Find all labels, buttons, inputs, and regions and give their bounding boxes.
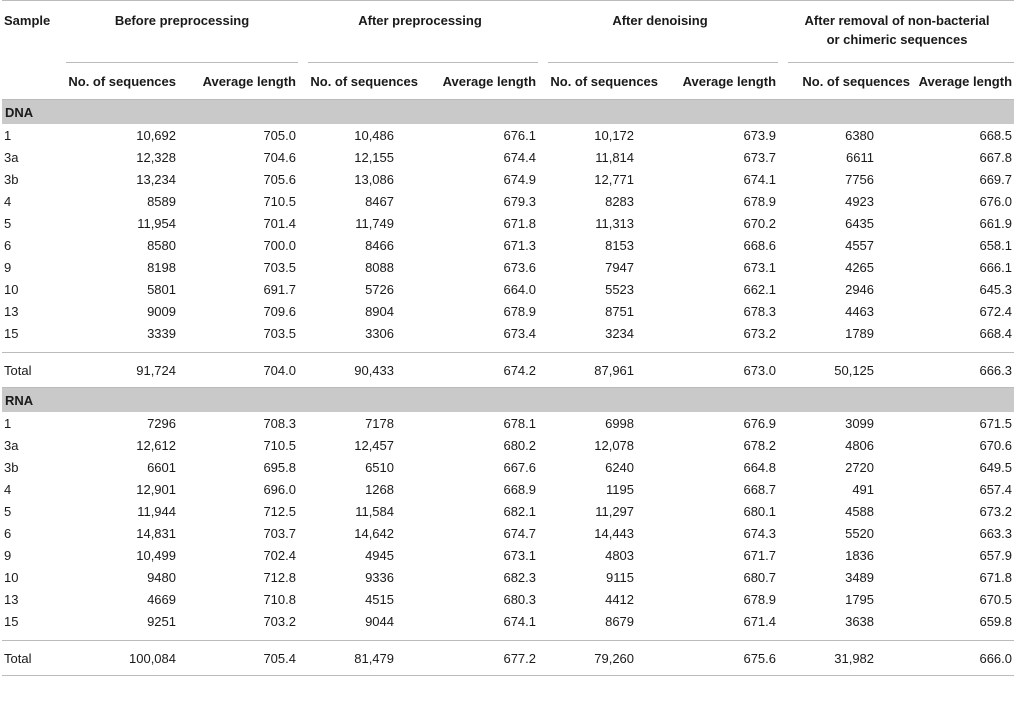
- total-value-cell: 677.2: [422, 641, 540, 676]
- value-cell: 7296: [147, 415, 176, 431]
- value-cell: 664.0: [503, 281, 537, 297]
- value-cell: 667.6: [503, 459, 537, 475]
- total-value-cell: 31,982: [780, 641, 914, 676]
- value-cell: 2720: [845, 459, 875, 475]
- blank-header: [2, 63, 64, 100]
- value-cell: 10,486: [354, 127, 394, 143]
- value-cell: 11,584: [355, 503, 394, 519]
- total-value-cell: 674.2: [422, 353, 540, 388]
- table-row: [2, 412, 1014, 434]
- sample-cell: 6: [4, 525, 12, 541]
- value-cell: 695.8: [263, 459, 296, 475]
- table-row: [2, 478, 1014, 500]
- value-cell: 664.8: [743, 459, 777, 475]
- value-cell: 670.6: [979, 437, 1013, 453]
- value-cell: 12,901: [136, 481, 176, 497]
- group-header-label: After preprocessing: [358, 13, 482, 28]
- value-cell: 712.8: [263, 569, 296, 585]
- value-cell: 704.6: [263, 149, 296, 165]
- value-cell: 1268: [365, 481, 394, 497]
- value-cell: 666.1: [979, 259, 1013, 275]
- total-label: Total: [2, 353, 64, 388]
- group-header-after-denoising: [540, 1, 780, 64]
- value-cell: 673.6: [503, 259, 537, 275]
- value-cell: 705.0: [263, 127, 296, 143]
- table-row: [2, 256, 1014, 278]
- value-cell: 673.1: [743, 259, 777, 275]
- section-header-row: [2, 100, 1014, 125]
- value-cell: 3099: [845, 415, 875, 431]
- table-row: [2, 544, 1014, 566]
- value-cell: 4945: [365, 547, 394, 563]
- value-cell: 657.9: [979, 547, 1013, 563]
- value-cell: 3339: [147, 325, 176, 341]
- sample-cell: 10: [4, 281, 19, 297]
- value-cell: 3638: [845, 613, 875, 629]
- value-cell: 10,499: [136, 547, 176, 563]
- table-row: [2, 322, 1014, 344]
- value-cell: 668.6: [743, 237, 777, 253]
- sample-cell: 1: [4, 415, 12, 431]
- value-cell: 691.7: [263, 281, 296, 297]
- value-cell: 4557: [845, 237, 875, 253]
- value-cell: 6998: [605, 415, 635, 431]
- sample-cell: 3b: [4, 459, 19, 475]
- sample-cell: 3b: [4, 171, 19, 187]
- value-cell: 661.9: [979, 215, 1013, 231]
- value-cell: 674.3: [743, 525, 777, 541]
- value-cell: 700.0: [263, 237, 296, 253]
- table-row: [2, 434, 1014, 456]
- value-cell: 9044: [365, 613, 394, 629]
- value-cell: 8904: [365, 303, 394, 319]
- value-cell: 703.2: [263, 613, 296, 629]
- section-label: DNA: [2, 100, 1014, 125]
- total-value-cell: 90,433: [300, 353, 422, 388]
- sample-cell: 5: [4, 503, 12, 519]
- value-cell: 11,749: [355, 215, 394, 231]
- sample-cell: 1: [4, 127, 12, 143]
- col-header: No. of sequences: [300, 63, 422, 100]
- value-cell: 703.5: [263, 325, 296, 341]
- value-cell: 10,172: [594, 127, 635, 143]
- table-row: [2, 300, 1014, 322]
- value-cell: 708.3: [263, 415, 296, 431]
- group-header-label-line1: After removal of non-bacterial: [804, 13, 990, 28]
- value-cell: 5726: [365, 281, 394, 297]
- value-cell: 8198: [147, 259, 176, 275]
- value-cell: 703.7: [263, 525, 296, 541]
- value-cell: 674.1: [743, 171, 777, 187]
- sample-cell: 4: [4, 481, 12, 497]
- value-cell: 6240: [605, 459, 635, 475]
- value-cell: 12,612: [136, 437, 176, 453]
- value-cell: 8467: [365, 193, 394, 209]
- value-cell: 6510: [365, 459, 394, 475]
- value-cell: 702.4: [263, 547, 296, 563]
- table-row: [2, 190, 1014, 212]
- value-cell: 9009: [147, 303, 176, 319]
- table-row: [2, 146, 1014, 168]
- value-cell: 659.8: [979, 613, 1013, 629]
- value-cell: 11,814: [595, 149, 635, 165]
- value-cell: 11,313: [595, 215, 635, 231]
- value-cell: 668.9: [503, 481, 537, 497]
- sample-cell: 13: [4, 303, 19, 319]
- value-cell: 13,086: [354, 171, 394, 187]
- value-cell: 7756: [845, 171, 875, 187]
- value-cell: 682.3: [503, 569, 537, 585]
- value-cell: 4923: [845, 193, 875, 209]
- value-cell: 4588: [845, 503, 875, 519]
- value-cell: 2946: [845, 281, 875, 297]
- group-header-row: [2, 1, 1014, 64]
- sample-cell: 5: [4, 215, 12, 231]
- value-cell: 5523: [605, 281, 635, 297]
- value-cell: 8679: [605, 613, 635, 629]
- col-header: Average length: [914, 63, 1014, 100]
- value-cell: 676.1: [503, 127, 537, 143]
- total-value-cell: 675.6: [662, 641, 780, 676]
- table-row: [2, 522, 1014, 544]
- value-cell: 4412: [605, 591, 635, 607]
- value-cell: 671.4: [743, 613, 777, 629]
- value-cell: 673.4: [503, 325, 537, 341]
- value-cell: 4515: [365, 591, 394, 607]
- table-row: [2, 500, 1014, 522]
- value-cell: 670.5: [979, 591, 1013, 607]
- value-cell: 710.8: [263, 591, 296, 607]
- value-cell: 14,831: [136, 525, 176, 541]
- value-cell: 696.0: [263, 481, 296, 497]
- total-value-cell: 705.4: [186, 641, 300, 676]
- value-cell: 9251: [147, 613, 176, 629]
- value-cell: 4806: [845, 437, 875, 453]
- value-cell: 673.2: [979, 503, 1013, 519]
- value-cell: 12,328: [136, 149, 176, 165]
- value-cell: 11,944: [137, 503, 176, 519]
- value-cell: 12,457: [354, 437, 394, 453]
- total-value-cell: 81,479: [300, 641, 422, 676]
- value-cell: 678.9: [743, 591, 777, 607]
- value-cell: 678.2: [743, 437, 777, 453]
- total-value-cell: 100,084: [64, 641, 186, 676]
- sample-cell: 3a: [4, 149, 19, 165]
- col-header: Average length: [186, 63, 300, 100]
- sample-cell: 6: [4, 237, 12, 253]
- sample-cell: 3a: [4, 437, 19, 453]
- total-value-cell: 673.0: [662, 353, 780, 388]
- sequence-stats-table: [2, 0, 1014, 676]
- value-cell: 8751: [605, 303, 635, 319]
- value-cell: 9115: [606, 569, 635, 585]
- value-cell: 4265: [845, 259, 875, 275]
- value-cell: 710.5: [263, 193, 296, 209]
- value-cell: 671.7: [743, 547, 777, 563]
- sample-cell: 4: [4, 193, 12, 209]
- value-cell: 679.3: [503, 193, 537, 209]
- value-cell: 705.6: [263, 171, 296, 187]
- value-cell: 671.3: [503, 237, 537, 253]
- value-cell: 673.1: [503, 547, 537, 563]
- value-cell: 712.5: [263, 503, 296, 519]
- table-body: [2, 100, 1014, 676]
- value-cell: 678.1: [503, 415, 537, 431]
- value-cell: 5801: [147, 281, 176, 297]
- section-header-row: [2, 388, 1014, 413]
- sample-header: Sample: [2, 1, 64, 64]
- col-header: Average length: [422, 63, 540, 100]
- total-row: [2, 353, 1014, 388]
- total-row: [2, 641, 1014, 676]
- column-header-row: [2, 63, 1014, 100]
- value-cell: 669.7: [979, 171, 1013, 187]
- value-cell: 657.4: [979, 481, 1013, 497]
- value-cell: 8088: [365, 259, 394, 275]
- table-row: [2, 212, 1014, 234]
- value-cell: 680.3: [503, 591, 537, 607]
- value-cell: 671.8: [503, 215, 537, 231]
- value-cell: 673.2: [743, 325, 777, 341]
- value-cell: 673.9: [743, 127, 777, 143]
- col-header: No. of sequences: [780, 63, 914, 100]
- value-cell: 1195: [606, 481, 635, 497]
- value-cell: 710.5: [263, 437, 296, 453]
- value-cell: 662.1: [743, 281, 777, 297]
- group-header-before-preprocessing: [64, 1, 300, 64]
- value-cell: 678.9: [503, 303, 537, 319]
- value-cell: 678.9: [743, 193, 777, 209]
- total-value-cell: 666.3: [914, 353, 1014, 388]
- value-cell: 8153: [605, 237, 635, 253]
- table-row: [2, 456, 1014, 478]
- col-header: No. of sequences: [540, 63, 662, 100]
- value-cell: 703.5: [263, 259, 296, 275]
- value-cell: 7178: [365, 415, 394, 431]
- section-label: RNA: [2, 388, 1014, 413]
- value-cell: 4803: [605, 547, 635, 563]
- value-cell: 13,234: [136, 171, 176, 187]
- table-row: [2, 610, 1014, 632]
- value-cell: 667.8: [979, 149, 1013, 165]
- value-cell: 658.1: [979, 237, 1013, 253]
- value-cell: 668.4: [979, 325, 1013, 341]
- total-value-cell: 91,724: [64, 353, 186, 388]
- value-cell: 491: [852, 481, 875, 497]
- value-cell: 6601: [147, 459, 176, 475]
- value-cell: 5520: [845, 525, 875, 541]
- sample-cell: 13: [4, 591, 19, 607]
- group-header-after-removal: [780, 1, 1014, 64]
- value-cell: 680.1: [743, 503, 777, 519]
- value-cell: 14,642: [354, 525, 394, 541]
- value-cell: 676.0: [979, 193, 1013, 209]
- sample-cell: 15: [4, 613, 19, 629]
- spacer-row: [2, 344, 1014, 353]
- value-cell: 6611: [846, 149, 875, 165]
- value-cell: 9480: [147, 569, 176, 585]
- value-cell: 709.6: [263, 303, 296, 319]
- value-cell: 8283: [605, 193, 635, 209]
- value-cell: 6435: [845, 215, 875, 231]
- value-cell: 678.3: [743, 303, 777, 319]
- value-cell: 680.7: [743, 569, 777, 585]
- value-cell: 1795: [845, 591, 875, 607]
- value-cell: 3234: [605, 325, 635, 341]
- total-value-cell: 666.0: [914, 641, 1014, 676]
- value-cell: 680.2: [503, 437, 537, 453]
- table-row: [2, 124, 1014, 146]
- value-cell: 12,078: [594, 437, 635, 453]
- value-cell: 8589: [147, 193, 176, 209]
- sample-cell: 9: [4, 547, 12, 563]
- table-row: [2, 234, 1014, 256]
- value-cell: 14,443: [594, 525, 635, 541]
- table-row: [2, 588, 1014, 610]
- total-value-cell: 79,260: [540, 641, 662, 676]
- group-header-label: After denoising: [612, 13, 708, 28]
- sample-cell: 15: [4, 325, 19, 341]
- value-cell: 672.4: [979, 303, 1013, 319]
- col-header: Average length: [662, 63, 780, 100]
- table-row: [2, 278, 1014, 300]
- sample-cell: 9: [4, 259, 12, 275]
- value-cell: 671.5: [979, 415, 1013, 431]
- value-cell: 4463: [845, 303, 875, 319]
- total-label: Total: [2, 641, 64, 676]
- table-row: [2, 566, 1014, 588]
- value-cell: 4669: [147, 591, 176, 607]
- value-cell: 676.9: [743, 415, 777, 431]
- spacer-row: [2, 632, 1014, 641]
- value-cell: 668.5: [979, 127, 1013, 143]
- table-row: [2, 168, 1014, 190]
- group-header-label: Before preprocessing: [114, 13, 250, 28]
- total-value-cell: 704.0: [186, 353, 300, 388]
- total-value-cell: 87,961: [540, 353, 662, 388]
- value-cell: 8580: [147, 237, 176, 253]
- group-header-after-preprocessing: [300, 1, 540, 64]
- sample-cell: 10: [4, 569, 19, 585]
- value-cell: 663.3: [979, 525, 1013, 541]
- value-cell: 11,297: [595, 503, 635, 519]
- value-cell: 1836: [845, 547, 875, 563]
- value-cell: 7947: [605, 259, 635, 275]
- value-cell: 673.7: [743, 149, 777, 165]
- value-cell: 8466: [365, 237, 394, 253]
- value-cell: 674.9: [503, 171, 537, 187]
- value-cell: 671.8: [979, 569, 1013, 585]
- value-cell: 12,771: [594, 171, 635, 187]
- value-cell: 674.1: [503, 613, 537, 629]
- value-cell: 11,954: [137, 215, 176, 231]
- total-value-cell: 50,125: [780, 353, 914, 388]
- value-cell: 1789: [845, 325, 875, 341]
- value-cell: 674.7: [503, 525, 537, 541]
- value-cell: 3489: [845, 569, 875, 585]
- value-cell: 3306: [365, 325, 394, 341]
- value-cell: 12,155: [354, 149, 394, 165]
- value-cell: 670.2: [743, 215, 777, 231]
- value-cell: 645.3: [979, 281, 1013, 297]
- value-cell: 674.4: [503, 149, 537, 165]
- value-cell: 10,692: [136, 127, 176, 143]
- value-cell: 682.1: [503, 503, 537, 519]
- value-cell: 6380: [845, 127, 875, 143]
- value-cell: 649.5: [979, 459, 1013, 475]
- value-cell: 668.7: [743, 481, 777, 497]
- group-header-label-line2: or chimeric sequences: [826, 32, 968, 47]
- col-header: No. of sequences: [64, 63, 186, 100]
- value-cell: 701.4: [263, 215, 296, 231]
- value-cell: 9336: [365, 569, 394, 585]
